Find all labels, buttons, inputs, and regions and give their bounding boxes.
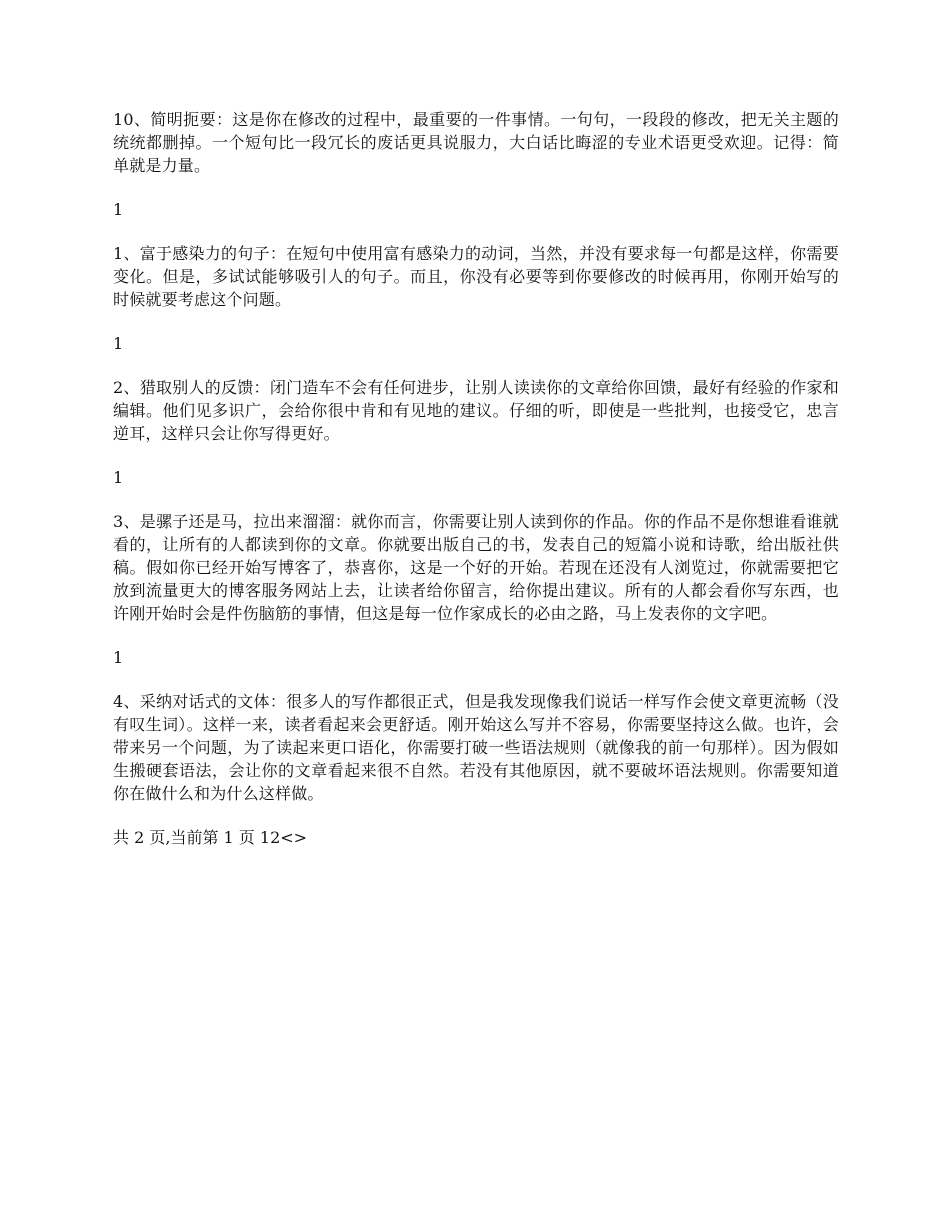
page-number-label: 1 [113, 334, 124, 353]
paragraph-10: 10、简明扼要：这是你在修改的过程中，最重要的一件事情。一句句，一段段的修改，把无关主题的统统都删掉。一个短句比一段冗长的废话更具说服力，大白话比晦涩的专业术语更受欢迎。记得：简单就是力量。 [113, 110, 839, 175]
pagination [113, 826, 839, 849]
page-number-label: 1 [113, 200, 124, 219]
paragraph-2: 2、猎取别人的反馈：闭门造车不会有任何进步，让别人读读你的文章给你回馈，最好有经验的作家和编辑。他们见多识广，会给你很中肯和有见地的建议。仔细的听，即使是一些批判，也接受它，忠言逆耳，这样只会让你写得更好。 [113, 378, 839, 443]
pagination-summary: 共 2 页,当前第 1 页 [113, 828, 260, 847]
document-body [113, 108, 839, 849]
paragraph-1: 1、富于感染力的句子：在短句中使用富有感染力的动词，当然，并没有要求每一句都是这样，你需要变化。但是，多试试能够吸引人的句子。而且，你没有必要等到你要修改的时候再用，你刚开始写的时候就要考虑这个问题。 [113, 244, 839, 309]
paragraph-3: 3、是骡子还是马，拉出来溜溜：就你而言，你需要让别人读到你的作品。你的作品不是你想谁看谁就看的，让所有的人都读到你的文章。你就要出版自己的书，发表自己的短篇小说和诗歌，给出版社供稿。假如你已经开始写博客了，恭喜你，这是一个好的开始。若现在还没有人浏览过，你就需要把它放到流量更大的博客服务网站上去，让读者给你留言，给你提出建议。所有的人都会看你写东西，也许刚开始时会是件伤脑筋的事情，但这是每一位作家成长的必由之路，马上发表你的文字吧。 [113, 512, 839, 623]
page-number-label: 1 [113, 648, 124, 667]
next-page-link[interactable]: > [293, 828, 308, 847]
paragraph-4: 4、采纳对话式的文体：很多人的写作都很正式，但是我发现像我们说话一样写作会使文章更流畅（没有叹生词）。这样一来，读者看起来会更舒适。刚开始这么写并不容易，你需要坚持这么做。也许，会带来另一个问题，为了读起来更口语化，你需要打破一些语法规则（就像我的前一句那样）。因为假如生搬硬套语法，会让你的文章看起来很不自然。若没有其他原因，就不要破坏语法规则。你需要知道你在做什么和为什么这样做。 [113, 692, 839, 803]
prev-page-link[interactable]: < [280, 828, 294, 847]
page-number-label: 1 [113, 468, 124, 487]
page-link-1[interactable]: 1 [259, 828, 271, 847]
page-link-2[interactable]: 2 [270, 828, 281, 847]
